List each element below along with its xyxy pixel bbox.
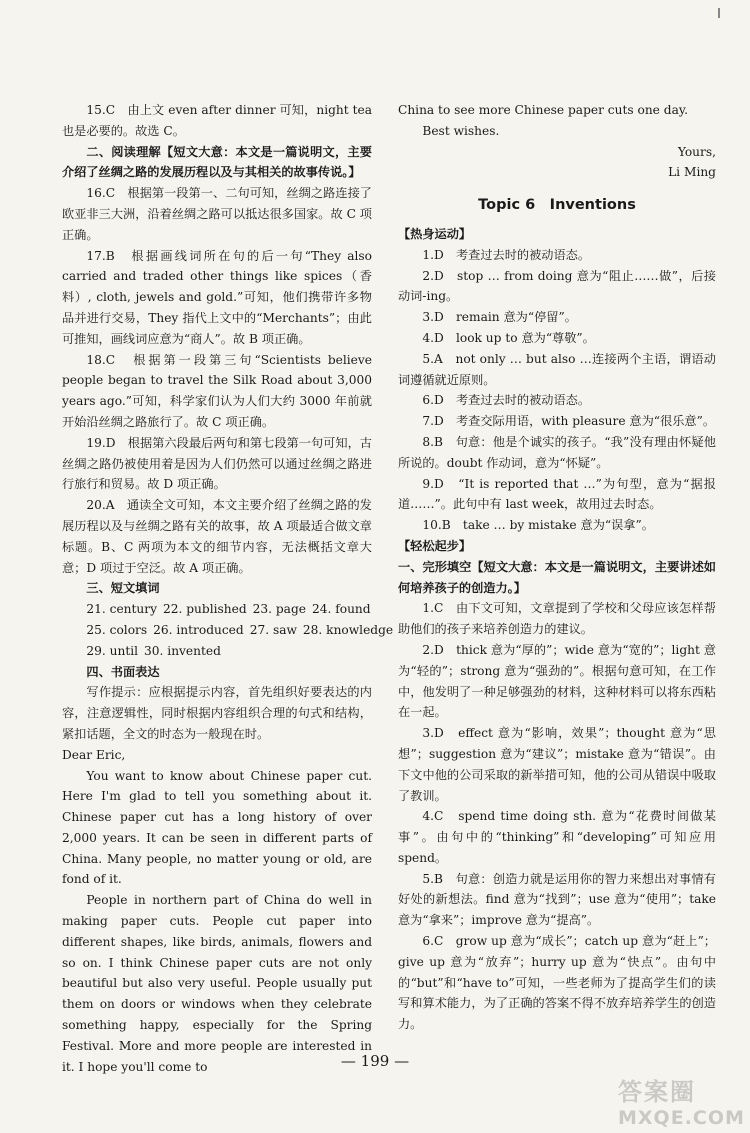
cloze-answer: 2.D thick 意为“厚的”；wide 意为“宽的”；light 意为“轻的”；strong 意为“强劲的”。根据句意可知，在工作中，他发明了一种足够强劲的材料，这种材料可以将东西粘在一起。: [398, 642, 716, 720]
reading-heading: 二、阅读理解【短文大意：本文是一篇说明文，主要介绍了丝绸之路的发展历程以及与其相关的故事传说。】: [62, 144, 372, 180]
fill-row: [62, 641, 372, 662]
easy-heading: 【轻松起步】: [398, 538, 472, 553]
fill-heading: 三、短文填词: [86, 581, 160, 596]
fill-word: 23. page: [252, 602, 306, 617]
warmup-answer: 10.B take … by mistake 意为“误拿”。: [422, 518, 654, 533]
letter-paragraph-3: China to see more Chinese paper cuts one day.: [398, 103, 688, 117]
letter-name: Li Ming: [668, 165, 716, 180]
answer-18: 18.C 根据第一段第三句“Scientists believe people began to travel the Silk Road about 3,000 years ago.”可知，科学家们认为人们大约 3000 年前就开始沿丝绸之路旅行了。故 C 项正确。: [62, 352, 372, 429]
warmup-answer: 2.D stop … from doing 意为“阻止……做”，后接动词-ing。: [398, 268, 716, 304]
fill-word: 21. century: [86, 602, 157, 617]
warmup-answer: 5.A not only … but also …连接两个主语，谓语动词遵循就近原则。: [398, 351, 716, 387]
watermark-top: 答案圈: [618, 1078, 696, 1106]
cloze-answer: 5.B 句意：创造力就是运用你的智力来想出对事情有好处的新想法。find 意为“找到”；use 意为“使用”；take 意为“拿来”；improve 意为“提高”。: [398, 871, 716, 928]
fill-row: [62, 620, 394, 641]
answer-17: 17.B 根据画线词所在句的后一句“They also carried and traded other things like spices（香料）, cloth, jewels and gold.”可知，他们携带许多物品并进行交易，They 指代上文中的“Merchants”；由此可推知，画线词应意为“商人”。故 B 项正确。: [62, 248, 372, 346]
fill-word: 25. colors: [86, 622, 148, 637]
letter-signoff: Yours,: [677, 144, 716, 159]
fill-word: 29. until: [86, 643, 139, 658]
warmup-answer: 7.D 考查交际用语，with pleasure 意为“很乐意”。: [422, 414, 716, 429]
warmup-answer: 9.D “It is reported that …”为句型，意为“据报道……”。此句中有 last week，故用过去时态。: [398, 476, 716, 512]
fill-word: 30. invented: [144, 643, 221, 658]
topic-title: Topic 6 Inventions: [478, 197, 636, 214]
warmup-answer: 6.D 考查过去时的被动语态。: [422, 393, 591, 408]
writing-heading: 四、书面表达: [86, 664, 160, 679]
fill-word: 22. published: [163, 602, 247, 617]
watermark-logo: [618, 1072, 745, 1129]
fill-row: [62, 599, 372, 620]
fill-word: 26. introduced: [153, 622, 244, 637]
letter-paragraph-2: People in northern part of China do well in making paper cuts. People cut paper into different shapes, like birds, animals, flowers and so on. I think Chinese paper cuts are not only beautiful but also very useful. People usually put them on doors or windows when they celebrate something happy, especially for the Spring Festival. More and more people are interested in it. I hope you'll come to: [62, 893, 372, 1074]
answer-15: 15.C 由上文 even after dinner 可知，night tea 也是必要的。故选 C。: [62, 103, 372, 138]
watermark-bottom: MXQE.COM: [618, 1107, 745, 1129]
warmup-answer: 8.B 句意：他是个诚实的孩子。“我”没有理由怀疑他所说的。doubt 作动词，意为“怀疑”。: [398, 434, 716, 470]
warmup-answer: 4.D look up to 意为“尊敬”。: [422, 330, 595, 345]
letter-greeting: Dear Eric,: [62, 747, 126, 762]
cloze-intro: 一、完形填空【短文大意：本文是一篇说明文，主要讲述如何培养孩子的创造力。】: [398, 559, 716, 595]
scan-mark: [718, 8, 720, 18]
right-column: [398, 100, 716, 1035]
cloze-answer: 6.C grow up 意为“成长”；catch up 意为“赶上”；give up 意为“放弃”；hurry up 意为“快点”。由句中的“but”和“have to”可知，一些老师为了提高学生们的读写和算术能力，为了正确的答案不得不放弃培养学生的创造力。: [398, 934, 716, 1032]
warmup-answer: 1.D 考查过去时的被动语态。: [422, 247, 591, 262]
warmup-heading: 【热身运动】: [398, 226, 472, 241]
fill-word: 28. knowledge: [302, 622, 394, 637]
answer-19: 19.D 根据第六段最后两句和第七段第一句可知，古丝绸之路仍被使用着是因为人们仍然可以通过丝绸之路进行旅行和贸易。故 D 项正确。: [62, 435, 372, 492]
writing-tip: 写作提示：应根据提示内容，首先组织好要表达的内容，注意逻辑性，同时根据内容组织合理的句式和结构，紧扣话题，全文的时态为一般现在时。: [62, 685, 372, 741]
cloze-answer: 1.C 由下文可知，文章提到了学校和父母应该怎样帮助他们的孩子来培养创造力的建议。: [398, 601, 716, 637]
page-number: — 199 —: [340, 1052, 410, 1070]
answer-20: 20.A 通读全文可知，本文主要介绍了丝绸之路的发展历程以及与丝绸之路有关的故事，故 A 项最适合做文章标题。B、C 两项为本文的细节内容，无法概括文章大意；D 项过于空泛。故 A 项正确。: [62, 498, 372, 575]
letter-closing: Best wishes.: [422, 123, 500, 138]
cloze-answer: 4.C spend time doing sth. 意为“花费时间做某事”。由句中的“thinking”和“developing”可知应用 spend。: [398, 809, 716, 865]
fill-word: 24. found: [311, 602, 371, 617]
fill-word: 27. saw: [249, 622, 297, 637]
letter-paragraph-1: You want to know about Chinese paper cut. Here I'm glad to tell you something about it. Chinese paper cut has a long history of over 2,000 years. It can be seen in different parts of China. Many people, no matter young or old, are fond of it.: [62, 768, 372, 887]
answer-16: 16.C 根据第一段第一、二句可知，丝绸之路连接了欧亚非三大洲，沿着丝绸之路可以抵达很多国家。故 C 项正确。: [62, 186, 372, 242]
warmup-answer: 3.D remain 意为“停留”。: [422, 310, 577, 325]
cloze-answer: 3.D effect 意为“影响，效果”；thought 意为“思想”；suggestion 意为“建议”；mistake 意为“错误”。由下文中他的公司采取的新举措可知，他的公司从错误中吸取了教训。: [398, 726, 716, 803]
